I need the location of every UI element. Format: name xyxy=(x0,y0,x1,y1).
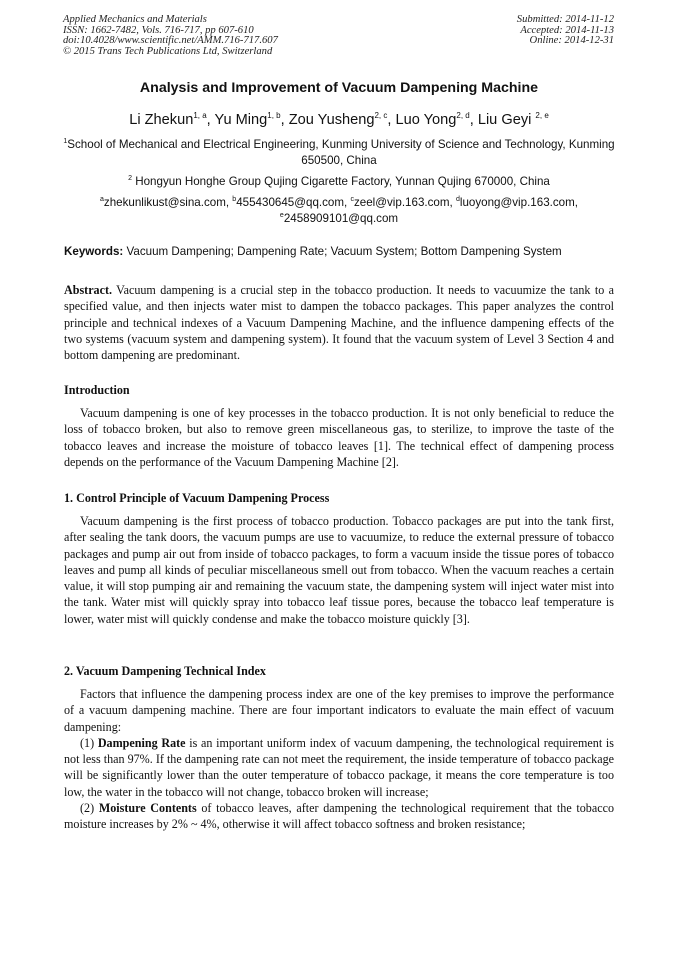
author-affiliation-mark: 2, c xyxy=(374,111,388,120)
email-mark: b xyxy=(232,196,237,203)
affiliation-1 xyxy=(60,137,618,169)
keywords-text: Vacuum Dampening; Dampening Rate; Vacuum System; Bottom Dampening System xyxy=(123,245,562,258)
online-date: Online: 2014-12-31 xyxy=(529,35,614,47)
section-1-paragraph: Vacuum dampening is the first process of tobacco production. Tobacco packages are put into the tank first, after sealing the tank doors, the vacuum pumps are use to vacuumize, to reduce the external pressure of tobacco packages and pump air out from inside of tobacco packages, to form a vacuum inside the tissue pores of tobacco leaves and pump all kinds of peculiar miscellaneous smell out from tobacco. When the vacuum reaches a certain value, it will stop pumping air and remaining the vacuum state, the dampening system will inject water mist into the tank. Water mist will quickly spray into tobacco leaf tissue pores, because the tobacco leaf temperature is lower, water mist will quickly condense and make the tobacco moisture quickly [3]. xyxy=(64,514,614,626)
submission-dates xyxy=(517,15,614,47)
submitted-date: Submitted: 2014-11-12 xyxy=(516,14,614,25)
affiliation-text: School of Mechanical and Electrical Engineering, Kunming University of Science and Technology, Kunming 650500, China xyxy=(67,138,615,167)
author-name: Zou Yusheng xyxy=(288,112,375,128)
section-2-item-1 xyxy=(64,735,614,800)
journal-issn: ISSN: 1662-7482, Vols. 716-717, pp 607-610 xyxy=(63,24,254,36)
paper-title: Analysis and Improvement of Vacuum Dampening Machine xyxy=(139,80,539,96)
affiliation-2 xyxy=(60,174,618,190)
item-number: (1) xyxy=(80,735,98,750)
abstract xyxy=(64,282,614,363)
author-separator: , xyxy=(387,112,396,128)
author-affiliation-mark: 1, a xyxy=(193,111,207,120)
section-2-body xyxy=(64,686,614,833)
author-separator: , xyxy=(469,112,478,128)
item-term: Dampening Rate xyxy=(97,735,186,750)
author-name: Luo Yong xyxy=(395,112,457,128)
affiliation-mark: 1 xyxy=(63,138,68,145)
section-1-heading: 1. Control Principle of Vacuum Dampening Process xyxy=(64,491,330,505)
email-mark: c xyxy=(350,196,354,203)
author-name: Yu Ming xyxy=(214,112,268,128)
author-affiliation-mark: 2, d xyxy=(456,111,470,120)
author-list xyxy=(40,112,638,128)
affiliation-text: Hongyun Honghe Group Qujing Cigarette Factory, Yunnan Qujing 670000, China xyxy=(132,175,550,188)
introduction-heading: Introduction xyxy=(64,383,130,397)
section-2-heading: 2. Vacuum Dampening Technical Index xyxy=(64,664,266,678)
author-affiliation-mark: 2, e xyxy=(535,111,549,120)
email-address: 2458909101@qq.com xyxy=(283,212,399,225)
keywords-label: Keywords: xyxy=(64,245,124,258)
email-address: 455430645@qq.com, xyxy=(236,196,351,209)
item-number: (2) xyxy=(80,801,99,816)
journal-header xyxy=(63,15,278,57)
accepted-date: Accepted: 2014-11-13 xyxy=(520,24,614,36)
author-emails xyxy=(60,195,618,227)
author-separator: , xyxy=(206,112,215,128)
item-text: is an important uniform index of vacuum dampening, the technological requirement is not less than 97%. If the dampening rate can not meet the requirement, the inside temperature of tobacco package will be significantly lower than the outer temperature of tobacco package, it means the core temperature is too low, the water in the tobacco will not change, tobacco broken will increase; xyxy=(64,735,614,799)
email-mark: e xyxy=(279,212,284,219)
abstract-label: Abstract. xyxy=(64,283,113,297)
author-name: Liu Geyi xyxy=(477,112,536,128)
journal-doi: doi:10.4028/www.scientific.net/AMM.716-717.607 xyxy=(63,35,278,47)
section-1-body xyxy=(64,513,614,627)
affiliation-mark: 2 xyxy=(128,175,133,182)
keywords xyxy=(64,245,624,258)
item-term: Moisture Contents xyxy=(98,801,197,816)
introduction-body xyxy=(64,405,614,470)
email-address: zeel@vip.163.com, xyxy=(353,196,456,209)
author-separator: , xyxy=(280,112,289,128)
item-text: of tobacco leaves, after dampening the technological requirement that the tobacco moisture increases by 2% ~ 4%, otherwise it will affect tobacco softness and broken resistance; xyxy=(64,801,614,832)
author-affiliation-mark: 1, b xyxy=(267,111,281,120)
section-2-paragraph: Factors that influence the dampening process index are one of the key premises to improve the performance of a vacuum dampening machine. There are four important indicators to evaluate the main effect of vacuum dampening: xyxy=(64,687,614,734)
email-mark: d xyxy=(455,196,460,203)
journal-name: Applied Mechanics and Materials xyxy=(63,14,207,25)
introduction-paragraph: Vacuum dampening is one of key processes in the tobacco production. It is not only beneficial to reduce the loss of tobacco broken, but also to remove green miscellaneous gas, to sterilize, to improve the taste of the tobacco leaves and increase the moisture of tobacco leaves [1]. The technical effect of dampening process depends on the performance of the Vacuum Dampening Machine [2]. xyxy=(64,406,614,469)
email-address: luoyong@vip.163.com, xyxy=(459,196,578,209)
abstract-text: Vacuum dampening is a crucial step in the tobacco production. It needs to vacuumize the tank to a specified value, and then injects water mist to dampen the tobacco packages. This paper analyzes the control principle and technical indexes of a Vacuum Dampening Machine, and the influence dampening effects of the two systems (vacuum system and dampening system). It found that the vacuum system of Level 3 Section 4 and bottom dampening are predominant. xyxy=(64,283,614,363)
journal-copyright: © 2015 Trans Tech Publications Ltd, Switzerland xyxy=(63,45,273,57)
email-address: zhekunlikust@sina.com, xyxy=(103,196,233,209)
section-2-item-2 xyxy=(64,800,614,833)
author-name: Li Zhekun xyxy=(129,112,194,128)
email-mark: a xyxy=(99,196,104,203)
